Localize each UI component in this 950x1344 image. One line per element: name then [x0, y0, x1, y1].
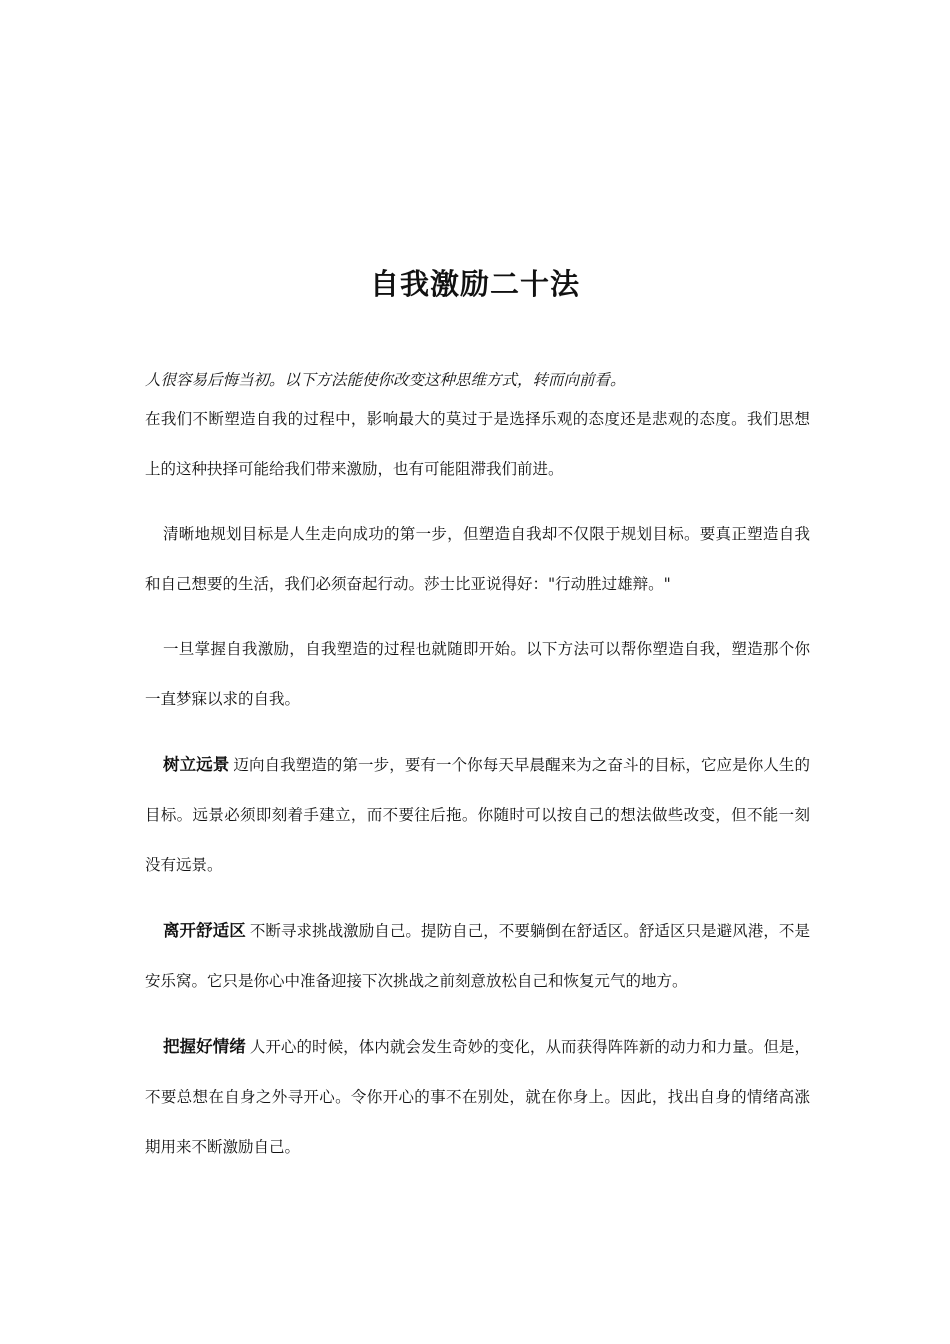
intro-text: 人很容易后悔当初。以下方法能使你改变这种思维方式，转而向前看。 — [145, 371, 626, 389]
paragraph-2: 清晰地规划目标是人生走向成功的第一步，但塑造自我却不仅限于规划目标。要真正塑造自我和自己想要的生活，我们必须奋起行动。莎士比亚说得好："行动胜过雄辩。" — [145, 525, 810, 593]
document-title: 自我激励二十法 — [369, 267, 580, 301]
section-text: 不断寻求挑战激励自己。提防自己，不要躺倒在舒适区。舒适区只是避风港，不是安乐窝。它只是你心中准备迎接下次挑战之前刻意放松自己和恢复元气的地方。 — [145, 922, 810, 990]
section-heading: 树立远景 — [163, 755, 230, 774]
paragraph-3: 一旦掌握自我激励，自我塑造的过程也就随即开始。以下方法可以帮你塑造自我，塑造那个你一直梦寐以求的自我。 — [145, 640, 810, 708]
section-comfort-zone — [145, 906, 810, 1006]
paragraph-1: 在我们不断塑造自我的过程中，影响最大的莫过于是选择乐观的态度还是悲观的态度。我们思想上的这种抉择可能给我们带来激励，也有可能阻滞我们前进。 — [145, 410, 810, 478]
section-emotion — [145, 1022, 810, 1172]
section-vision — [145, 740, 810, 890]
section-heading: 把握好情绪 — [163, 1037, 246, 1056]
section-text: 人开心的时候，体内就会发生奇妙的变化，从而获得阵阵新的动力和力量。但是，不要总想在自身之外寻开心。令你开心的事不在别处，就在你身上。因此，找出自身的情绪高涨期用来不断激励自己。 — [145, 1038, 810, 1156]
section-text: 迈向自我塑造的第一步，要有一个你每天早晨醒来为之奋斗的目标，它应是你人生的目标。远景必须即刻着手建立，而不要往后拖。你随时可以按自己的想法做些改变，但不能一刻没有远景。 — [145, 756, 810, 874]
section-heading: 离开舒适区 — [163, 921, 246, 940]
